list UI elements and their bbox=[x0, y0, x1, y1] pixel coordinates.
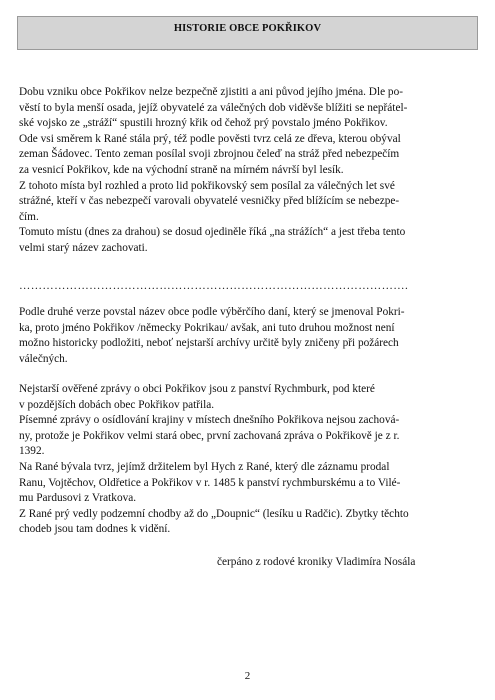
page-number: 2 bbox=[244, 670, 251, 682]
text-line: 1392. bbox=[19, 445, 45, 458]
text-line: Tomuto místu (dnes za drahou) se dosud ojediněle říká „na strážích“ a jest třeba tento bbox=[19, 226, 406, 239]
text-line: Podle druhé verze povstal název obce podle výběrčího daní, který se jmenoval Pokri- bbox=[19, 306, 405, 318]
text-line: Písemné zprávy o osídlování krajiny v místech dnešního Pokřikova nejsou zachová- bbox=[19, 414, 400, 427]
text-line: věstí to byla menší osada, jejíž obyvatelé za válečných dob viděvše blížiti se nepřátel- bbox=[19, 101, 408, 114]
text-line: chodeb jsou tam dodnes k vidění. bbox=[19, 523, 171, 536]
source-attribution: čerpáno z rodové kroniky Vladimíra Nosála bbox=[217, 556, 416, 568]
text-line: ka, proto jméno Pokřikov /německy Pokrikau/ avšak, ani tuto druhou možnost není bbox=[19, 321, 395, 334]
text-line: Ode vsi směrem k Rané stála prý, též podle pověsti tvrz celá ze dřeva, kterou obýval bbox=[19, 132, 401, 145]
text-line: v pozdějších dobách obec Pokřikov patřila. bbox=[19, 398, 215, 411]
dotted-separator: ………………………………………………………………………………………. bbox=[19, 280, 409, 292]
text-line: ny, protože je Pokřikov velmi stará obec, první zachovaná zpráva o Pokřikově je z r. bbox=[19, 429, 400, 442]
text-line: čím. bbox=[19, 210, 39, 223]
paragraph-legend bbox=[19, 85, 481, 257]
title-box bbox=[17, 16, 478, 50]
text-line: mu Pardusovi z Vratkova. bbox=[19, 492, 137, 505]
text-line: válečných. bbox=[19, 352, 68, 365]
text-line: Ranu, Vojtěchov, Oldřetice a Pokřikov v r. 1485 k panství rychmburskému a to Vilé- bbox=[19, 476, 401, 489]
text-line: Z Rané prý vedly podzemní chodby až do „Doupnic“ (lesíku u Radčic). Zbytky těchto bbox=[19, 507, 409, 520]
text-line: za vesnicí Pokřikov, kde na východní straně na mírném návrší byl lesík. bbox=[19, 163, 344, 176]
paragraph-verified-records bbox=[19, 382, 481, 538]
text-line: Na Rané bývala tvrz, jejímž držitelem byl Hych z Rané, který dle záznamu prodal bbox=[19, 460, 390, 473]
text-line: ské vojsko ze „stráží“ spustili hrozný křik od čehož prý povstalo jméno Pokřikov. bbox=[19, 117, 388, 130]
paragraph-second-version bbox=[19, 305, 481, 367]
text-line: zeman Šádovec. Tento zeman posílal svoji zbrojnou čeleď na stráž před nebezpečím bbox=[19, 148, 400, 161]
text-line: Nejstarší ověřené zprávy o obci Pokřikov jsou z panství Rychmburk, pod které bbox=[19, 383, 375, 395]
text-line: možno historicky podložiti, neboť nejstarší archívy určitě byly zničeny při požárech bbox=[19, 337, 399, 350]
text-line: velmi starý název zachovati. bbox=[19, 241, 148, 254]
text-line: Dobu vzniku obce Pokřikov nelze bezpečně zjistiti a ani původ jejího jména. Dle po- bbox=[19, 86, 403, 98]
text-line: strážné, kteří v čas nebezpečí varovali obyvatelé vesničky před blížícím se nebezpe- bbox=[19, 195, 400, 208]
page-title: HISTORIE OBCE POKŘIKOV bbox=[173, 23, 322, 34]
text-line: Z tohoto místa byl rozhled a proto lid pokřikovský sem posílal za válečných let své bbox=[19, 179, 395, 192]
